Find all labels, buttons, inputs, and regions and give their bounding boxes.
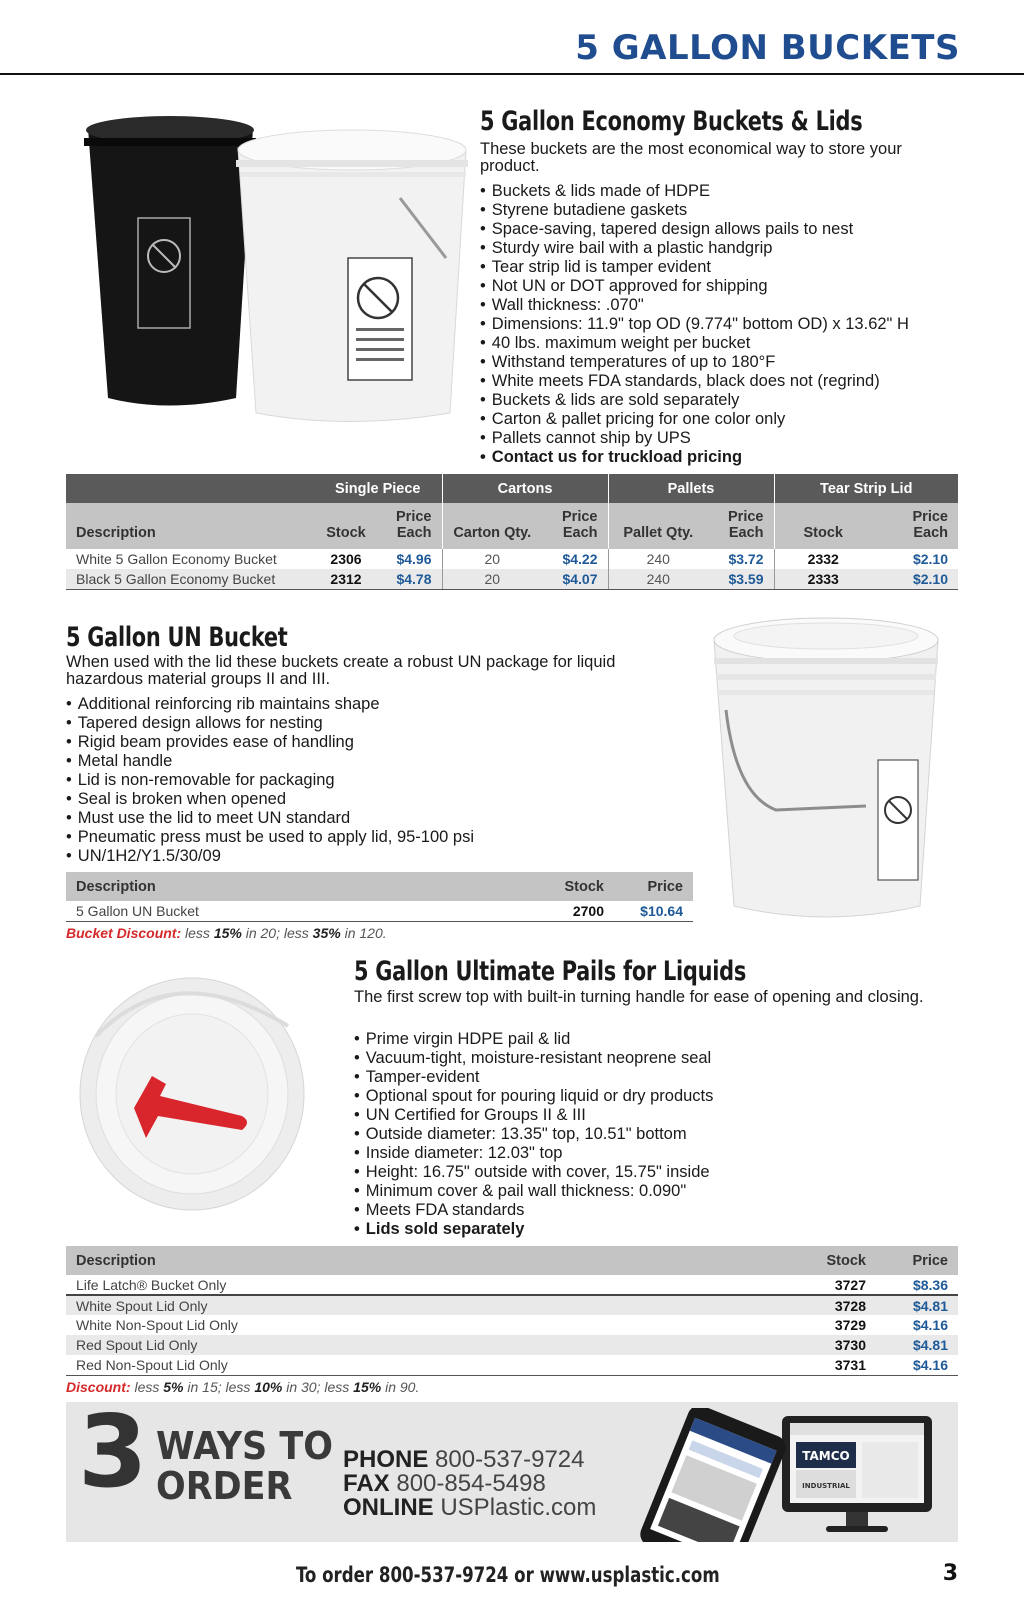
column-header: Pallet Qty. bbox=[608, 503, 708, 549]
list-item: • Metal handle bbox=[66, 752, 626, 771]
monitor-subtitle: INDUSTRIAL bbox=[802, 1482, 850, 1490]
list-item: • Space-saving, tapered design allows pails to nest bbox=[480, 220, 960, 239]
order-contact-info bbox=[343, 1448, 596, 1520]
list-item: • Outside diameter: 13.35" top, 10.51" bottom bbox=[354, 1125, 934, 1144]
list-item: • Pallets cannot ship by UPS bbox=[480, 429, 960, 448]
list-item: • Height: 16.75" outside with cover, 15.75" inside bbox=[354, 1163, 934, 1182]
un-bucket-price-table bbox=[66, 872, 693, 922]
devices-image bbox=[596, 1408, 942, 1542]
header-divider bbox=[0, 73, 1024, 75]
column-header: Stock bbox=[786, 1246, 876, 1275]
list-item: • Withstand temperatures of up to 180°F bbox=[480, 353, 960, 372]
list-item: • Rigid beam provides ease of handling bbox=[66, 733, 626, 752]
list-item: • Not UN or DOT approved for shipping bbox=[480, 277, 960, 296]
table-row: Red Non-Spout Lid Only 3731 $4.16 bbox=[66, 1355, 958, 1375]
list-item: • Wall thickness: .070" bbox=[480, 296, 960, 315]
column-header: Price bbox=[614, 872, 693, 901]
footer-order-info: To order 800-537-9724 or www.usplastic.com bbox=[296, 1563, 720, 1587]
list-item: • Buckets & lids are sold separately bbox=[480, 391, 960, 410]
un-bucket-feature-list bbox=[66, 695, 626, 866]
group-header: Tear Strip Lid bbox=[774, 474, 958, 503]
ultimate-feature-list bbox=[354, 1030, 934, 1239]
list-item: • White meets FDA standards, black does not (regrind) bbox=[480, 372, 960, 391]
economy-feature-list bbox=[480, 182, 960, 467]
column-header: Stock bbox=[314, 503, 378, 549]
table-row: White 5 Gallon Economy Bucket 2306 $4.96 20 $4.22 240 $3.72 2332 $2.10 bbox=[76, 551, 948, 567]
column-header: Carton Qty. bbox=[442, 503, 542, 549]
table-row: Black 5 Gallon Economy Bucket 2312 $4.78 20 $4.07 240 $3.59 2333 $2.10 bbox=[66, 569, 958, 589]
column-header: Price Each bbox=[708, 503, 774, 549]
group-header: Cartons bbox=[442, 474, 608, 503]
column-header: Price Each bbox=[542, 503, 608, 549]
ultimate-intro: The first screw top with built-in turning handle for ease of opening and closing. bbox=[354, 988, 924, 1006]
table-row: White Non-Spout Lid Only 3729 $4.16 bbox=[76, 1317, 948, 1333]
un-bucket-image bbox=[706, 610, 946, 930]
economy-buckets-image bbox=[78, 108, 478, 438]
un-bucket-title: 5 Gallon UN Bucket bbox=[66, 622, 288, 653]
un-bucket-discount: Bucket Discount: less 15% in 20; less 35% in 120. bbox=[66, 925, 387, 941]
list-item: • Minimum cover & pail wall thickness: 0.090" bbox=[354, 1182, 934, 1201]
column-header: Price Each bbox=[378, 503, 442, 549]
list-item: • Meets FDA standards bbox=[354, 1201, 934, 1220]
ways-to-order-heading: WAYS TO ORDER bbox=[156, 1424, 333, 1508]
column-header: Description bbox=[66, 1246, 786, 1275]
ultimate-discount: Discount: less 5% in 15; less 10% in 30; less 15% in 90. bbox=[66, 1379, 420, 1395]
table-row: Red Spout Lid Only 3730 $4.81 bbox=[66, 1335, 958, 1355]
column-header: Description bbox=[66, 503, 314, 549]
page-title: 5 GALLON BUCKETS bbox=[575, 28, 960, 68]
list-item: • Seal is broken when opened bbox=[66, 790, 626, 809]
list-item: • UN/1H2/Y1.5/30/09 bbox=[66, 847, 626, 866]
list-item: • UN Certified for Groups II & III bbox=[354, 1106, 934, 1125]
column-header: Stock bbox=[774, 503, 872, 549]
table-row: White Spout Lid Only 3728 $4.81 bbox=[66, 1295, 958, 1315]
group-header: Single Piece bbox=[314, 474, 442, 503]
list-item: • Dimensions: 11.9" top OD (9.774" bottom OD) x 13.62" H bbox=[480, 315, 960, 334]
column-header: Price Each bbox=[872, 503, 958, 549]
list-item: • Lid is non-removable for packaging bbox=[66, 771, 626, 790]
monitor-brand: TAMCO bbox=[802, 1449, 850, 1463]
economy-intro: These buckets are the most economical way to store your product. bbox=[480, 140, 902, 175]
phone-line: PHONE 800-537-9724 bbox=[343, 1446, 585, 1473]
list-item: • Tapered design allows for nesting bbox=[66, 714, 626, 733]
list-item: • Tear strip lid is tamper evident bbox=[480, 258, 960, 277]
column-header: Description bbox=[66, 872, 526, 901]
list-item: • Styrene butadiene gaskets bbox=[480, 201, 960, 220]
list-item: • Prime virgin HDPE pail & lid bbox=[354, 1030, 934, 1049]
table-row: Life Latch® Bucket Only 3727 $8.36 bbox=[66, 1275, 958, 1295]
ultimate-pail-image bbox=[74, 966, 310, 1216]
economy-price-table bbox=[66, 474, 958, 590]
list-item: • 40 lbs. maximum weight per bucket bbox=[480, 334, 960, 353]
list-item: • Carton & pallet pricing for one color only bbox=[480, 410, 960, 429]
column-header: Price bbox=[876, 1246, 958, 1275]
un-bucket-intro: When used with the lid these buckets create a robust UN package for liquid hazardous material groups II and III. bbox=[66, 653, 616, 688]
list-item: • Tamper-evident bbox=[354, 1068, 934, 1087]
page-number: 3 bbox=[942, 1561, 958, 1586]
list-item: • Contact us for truckload pricing bbox=[480, 448, 960, 467]
list-item: • Sturdy wire bail with a plastic handgrip bbox=[480, 239, 960, 258]
group-header: Pallets bbox=[608, 474, 774, 503]
ultimate-title: 5 Gallon Ultimate Pails for Liquids bbox=[354, 956, 747, 987]
list-item: • Vacuum-tight, moisture-resistant neoprene seal bbox=[354, 1049, 934, 1068]
economy-title: 5 Gallon Economy Buckets & Lids bbox=[480, 106, 863, 137]
online-line[interactable]: ONLINE USPlastic.com bbox=[343, 1494, 597, 1521]
list-item: • Must use the lid to meet UN standard bbox=[66, 809, 626, 828]
list-item: • Additional reinforcing rib maintains shape bbox=[66, 695, 626, 714]
fax-line: FAX 800-854-5498 bbox=[343, 1470, 546, 1497]
list-item: • Pneumatic press must be used to apply lid, 95-100 psi bbox=[66, 828, 626, 847]
ways-number: 3 bbox=[78, 1393, 148, 1510]
column-header: Stock bbox=[526, 872, 614, 901]
list-item: • Optional spout for pouring liquid or dry products bbox=[354, 1087, 934, 1106]
list-item: • Inside diameter: 12.03" top bbox=[354, 1144, 934, 1163]
list-item: • Buckets & lids made of HDPE bbox=[480, 182, 960, 201]
table-row: 5 Gallon UN Bucket 2700 $10.64 bbox=[66, 901, 693, 921]
list-item: • Lids sold separately bbox=[354, 1220, 934, 1239]
ultimate-price-table bbox=[66, 1246, 958, 1376]
